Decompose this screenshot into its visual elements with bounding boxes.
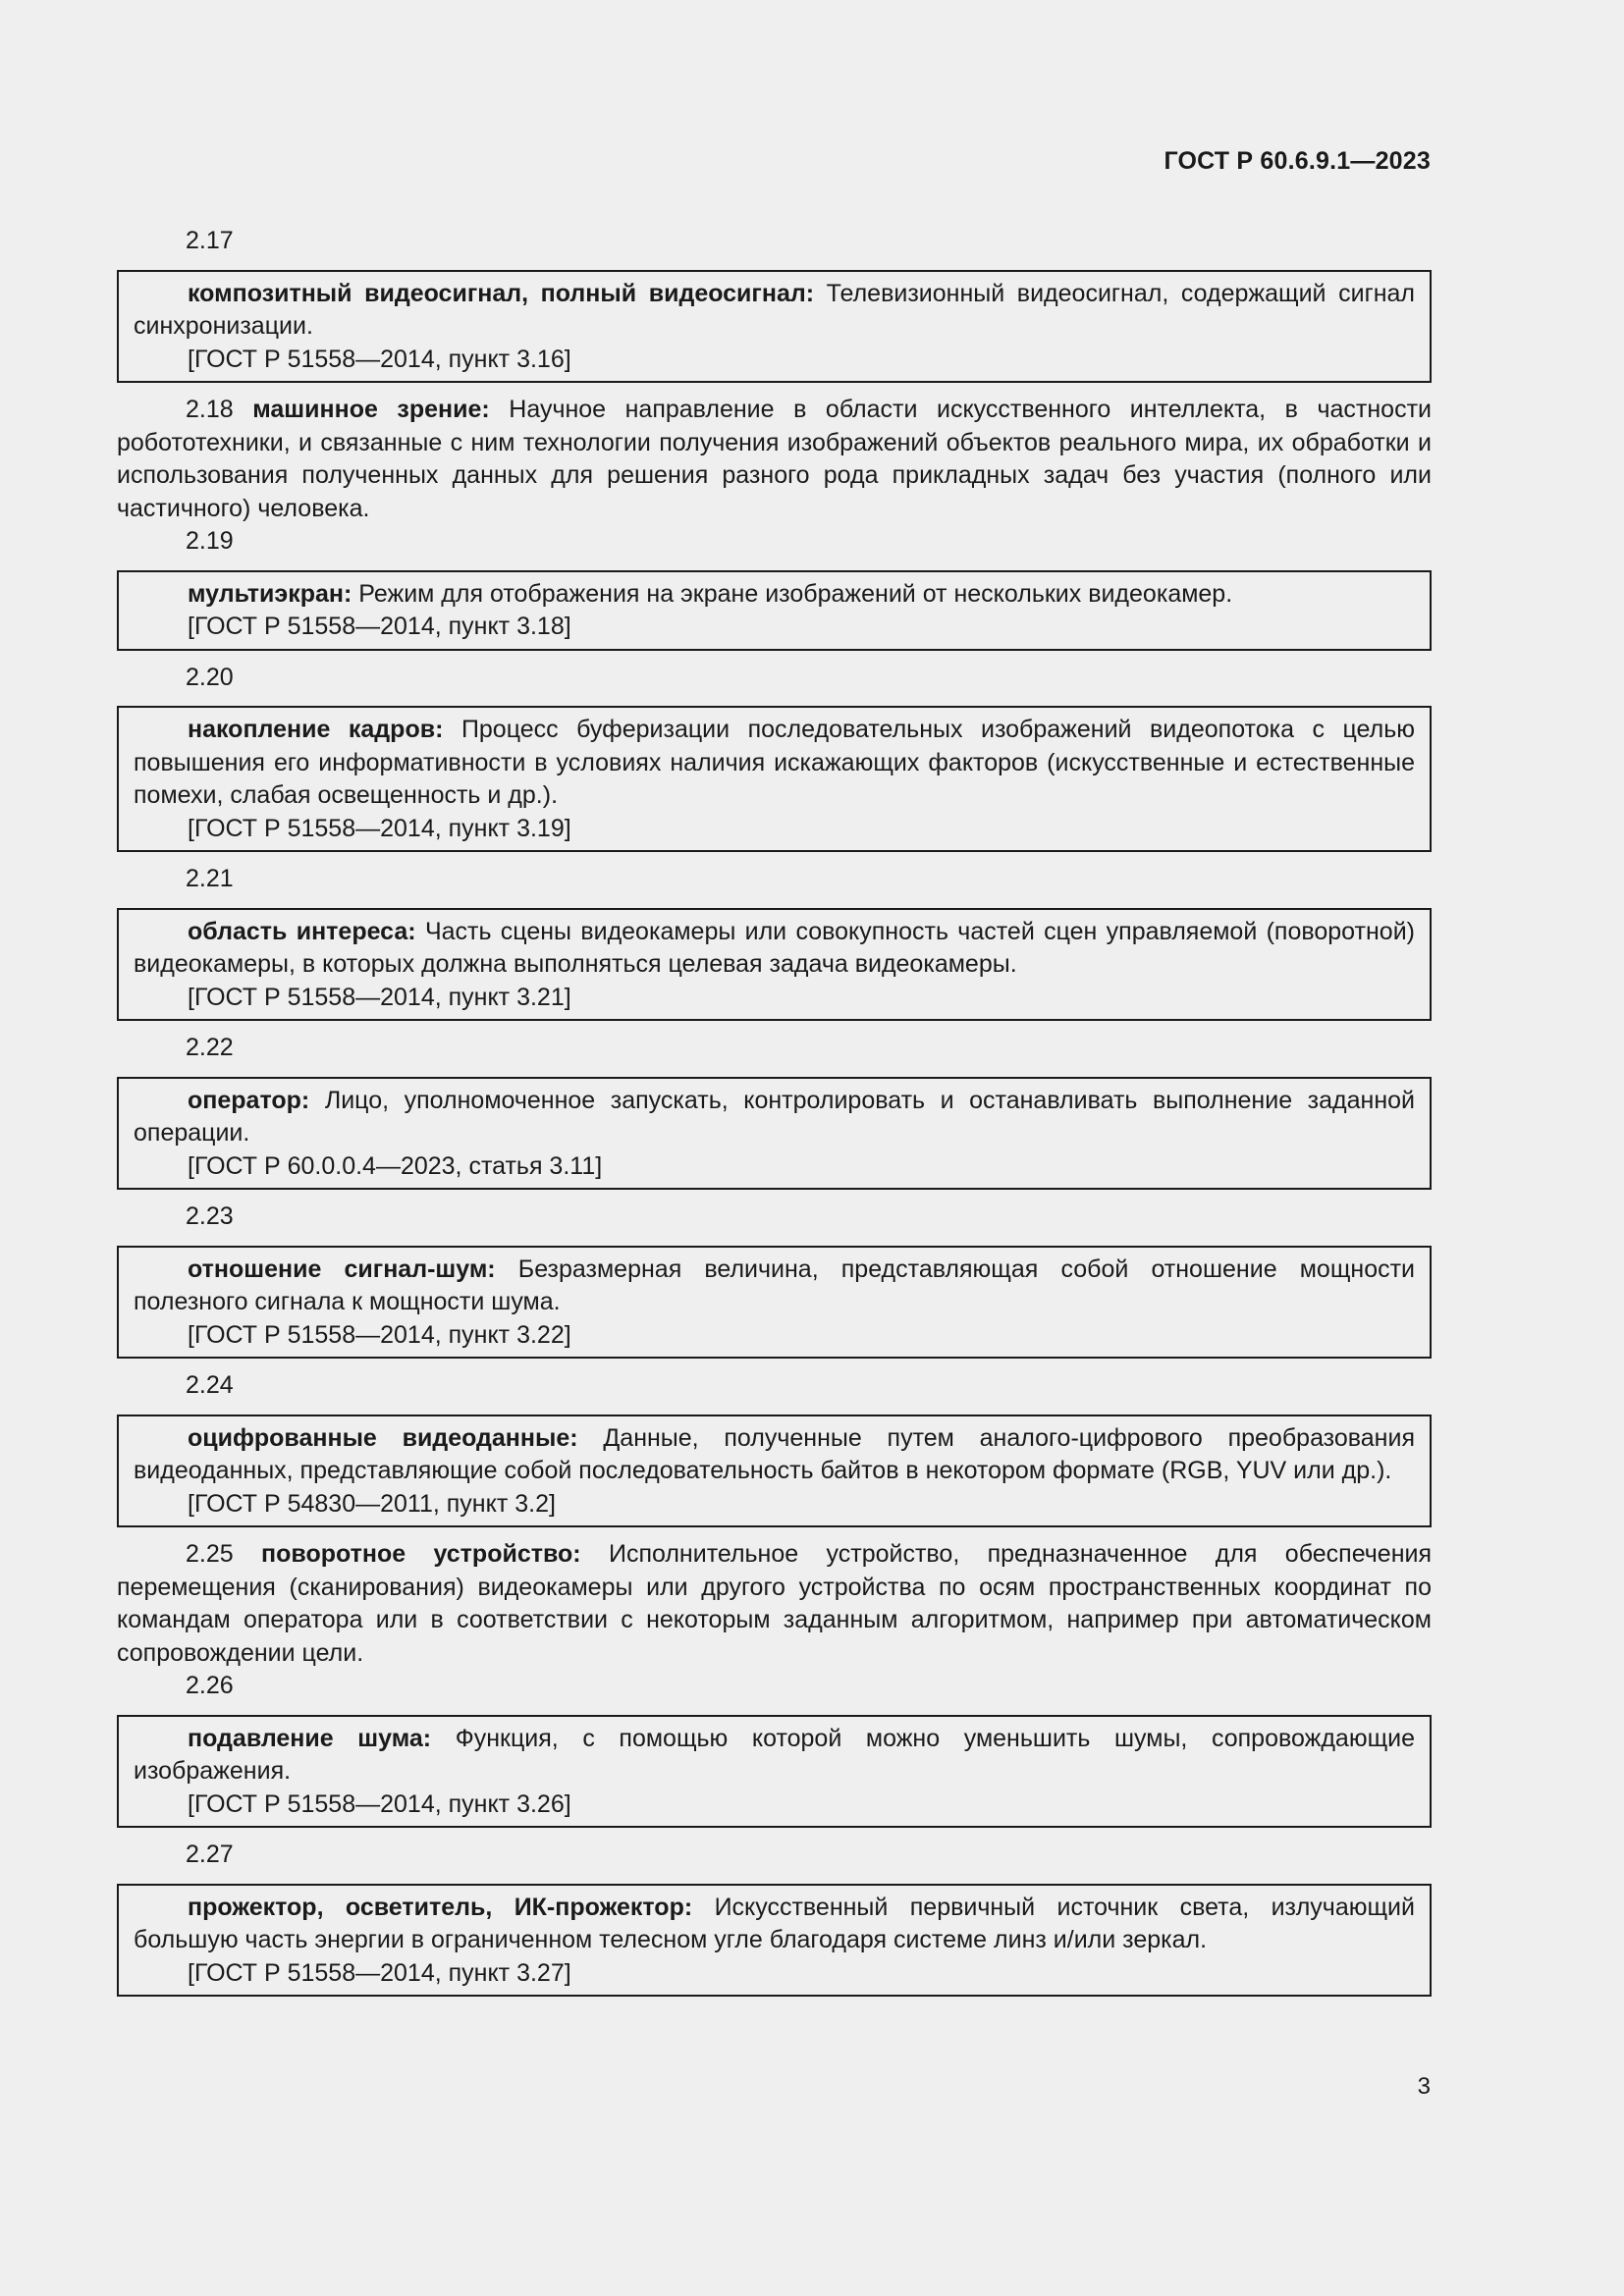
term-label: накопление кадров: xyxy=(188,716,444,743)
inline-definition xyxy=(117,394,1432,525)
term-number: 2.21 xyxy=(186,865,234,892)
term-label: мультиэкран: xyxy=(188,579,352,608)
term-number: 2.22 xyxy=(186,1034,234,1061)
term-definition: Лицо, уполномоченное запускать, контролировать и останавливать выполнение заданной операции. xyxy=(134,1086,1415,1147)
term-number: 2.17 xyxy=(186,227,234,254)
term-number: 2.20 xyxy=(186,663,234,691)
term-label: область интереса: xyxy=(188,917,416,945)
terms-content xyxy=(117,225,1432,2007)
source-reference: [ГОСТ Р 60.0.0.4—2023, статья 3.11] xyxy=(188,1151,603,1180)
term-definition: Функция, с помощью которой можно уменьшить шумы, сопровождающие изображения. xyxy=(134,1724,1416,1785)
term-number: 2.25 xyxy=(186,1540,234,1568)
term-number: 2.24 xyxy=(186,1371,234,1399)
term-label: прожектор, осветитель, ИК-прожектор: xyxy=(188,1893,693,1921)
term-definition: Данные, полученные путем аналого-цифрового преобразования видеоданных, представляющие собой последовательность байтов в некотором формате (RGB, YUV или др.). xyxy=(134,1423,1415,1484)
definition-box xyxy=(117,908,1432,1022)
definition-text xyxy=(134,1422,1415,1488)
term-definition: Телевизионный видеосигнал, содержащий сигнал синхронизации. xyxy=(134,279,1415,340)
term-number: 2.23 xyxy=(186,1202,234,1230)
page-header-standard-code: ГОСТ Р 60.6.9.1—2023 xyxy=(1164,147,1431,175)
definition-text xyxy=(134,1723,1415,1789)
definition-text xyxy=(134,278,1415,344)
term-definition: Часть сцены видеокамеры или совокупность частей сцен управляемой (поворотной) видеокамеры, в которых должна выполняться целевая задача видеокамеры. xyxy=(134,917,1415,978)
definition-box xyxy=(117,1884,1432,1998)
term-label: отношение сигнал-шум: xyxy=(188,1255,496,1283)
inline-definition xyxy=(117,1538,1432,1670)
source-reference: [ГОСТ Р 51558—2014, пункт 3.21] xyxy=(188,983,571,1011)
source-reference: [ГОСТ Р 51558—2014, пункт 3.19] xyxy=(188,814,571,842)
definition-box xyxy=(117,1077,1432,1191)
term-label: композитный видеосигнал, полный видеосигнал: xyxy=(188,279,815,307)
term-label: подавление шума: xyxy=(188,1724,432,1752)
term-definition: Научное направление в области искусственного интеллекта, в частности робототехники, и связанные с ним технологии получения изображений объектов реального мира, их обработки и использования полученных данных для решения разного рода прикладных задач без участия (полного или частичного) человека. xyxy=(117,396,1432,522)
source-reference: [ГОСТ Р 51558—2014, пункт 3.16] xyxy=(188,345,571,373)
definition-box xyxy=(117,1715,1432,1829)
definition-box xyxy=(117,1246,1432,1360)
term-definition: Режим для отображения на экране изображений от нескольких видеокамер. xyxy=(358,579,1233,608)
definition-text xyxy=(117,1538,1432,1670)
definition-box xyxy=(117,570,1432,651)
term-label: оператор: xyxy=(188,1086,310,1114)
page-number: 3 xyxy=(1417,2073,1431,2100)
definition-box xyxy=(117,706,1432,852)
term-number: 2.26 xyxy=(186,1672,234,1699)
definition-text xyxy=(134,714,1415,813)
source-reference: [ГОСТ Р 54830—2011, пункт 3.2] xyxy=(188,1489,556,1518)
definition-box xyxy=(117,1415,1432,1528)
definition-text xyxy=(134,1254,1415,1319)
definition-text xyxy=(134,578,1415,612)
term-definition: Исполнительное устройство, предназначенное для обеспечения перемещения (сканирования) видеокамеры или другого устройства по осям пространственных координат по командам оператора или в соответствии с некоторым заданным алгоритмом, например при автоматическом сопровождении цели. xyxy=(117,1540,1433,1667)
source-reference: [ГОСТ Р 51558—2014, пункт 3.22] xyxy=(188,1320,571,1349)
definition-text xyxy=(134,1892,1415,1957)
definition-text xyxy=(134,916,1415,982)
term-definition: Искусственный первичный источник света, излучающий большую часть энергии в ограниченном телесном угле благодаря системе линз и/или зеркал. xyxy=(134,1893,1415,1953)
term-number: 2.27 xyxy=(186,1841,234,1868)
term-number: 2.19 xyxy=(186,527,234,555)
definition-text xyxy=(117,394,1432,525)
term-label: поворотное устройство: xyxy=(261,1540,581,1568)
source-reference: [ГОСТ Р 51558—2014, пункт 3.18] xyxy=(188,613,571,640)
term-definition: Процесс буферизации последовательных изображений видеопотока с целью повышения его информативности в условиях наличия искажающих факторов (искусственные и естественные помехи, слабая освещенность и др.). xyxy=(134,716,1415,809)
definition-box xyxy=(117,270,1432,384)
term-number: 2.18 xyxy=(186,396,234,423)
term-label: машинное зрение: xyxy=(252,396,490,423)
source-reference: [ГОСТ Р 51558—2014, пункт 3.27] xyxy=(188,1958,571,1987)
definition-text xyxy=(134,1085,1415,1150)
source-reference: [ГОСТ Р 51558—2014, пункт 3.26] xyxy=(188,1789,571,1818)
term-label: оцифрованные видеоданные: xyxy=(188,1423,578,1452)
term-definition: Безразмерная величина, представляющая собой отношение мощности полезного сигнала к мощности шума. xyxy=(134,1255,1416,1315)
